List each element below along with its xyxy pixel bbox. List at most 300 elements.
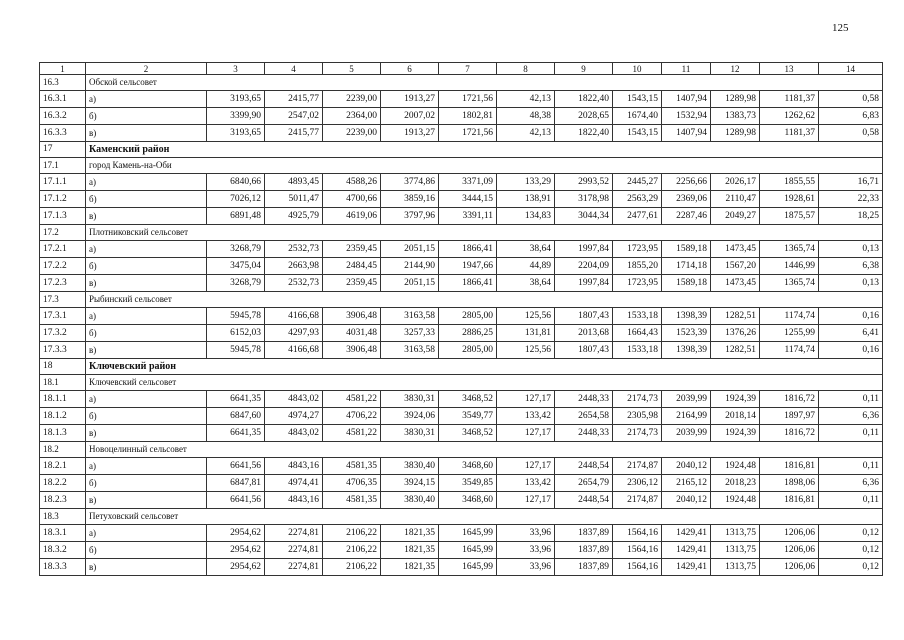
value-cell: 2256,66 — [662, 174, 711, 191]
value-cell: 4581,35 — [323, 492, 381, 509]
section-title: город Камень-на-Оби — [86, 158, 883, 174]
value-cell: 2448,54 — [555, 458, 613, 475]
value-cell: 4588,26 — [323, 174, 381, 191]
value-cell: 1816,81 — [760, 492, 819, 509]
row-label: а) — [86, 458, 207, 475]
section-row — [40, 75, 883, 91]
table-row — [40, 325, 883, 342]
value-cell: 6847,81 — [207, 475, 265, 492]
value-cell: 2018,14 — [711, 408, 760, 425]
value-cell: 0,12 — [819, 559, 883, 576]
value-cell: 1866,41 — [439, 275, 497, 292]
value-cell: 2654,58 — [555, 408, 613, 425]
section-title: Новоцелинный сельсовет — [86, 442, 883, 458]
value-cell: 3830,40 — [381, 492, 439, 509]
value-cell: 3774,86 — [381, 174, 439, 191]
value-cell: 6152,03 — [207, 325, 265, 342]
value-cell: 1837,89 — [555, 525, 613, 542]
value-cell: 6,83 — [819, 108, 883, 125]
column-header: 5 — [323, 63, 381, 75]
value-cell: 0,16 — [819, 308, 883, 325]
value-cell: 0,12 — [819, 542, 883, 559]
value-cell: 3163,58 — [381, 308, 439, 325]
section-row — [40, 375, 883, 391]
value-cell: 0,11 — [819, 458, 883, 475]
value-cell: 1723,95 — [613, 275, 662, 292]
row-code: 16.3.1 — [40, 91, 86, 108]
row-label: б) — [86, 325, 207, 342]
value-cell: 1289,98 — [711, 91, 760, 108]
value-cell: 1816,72 — [760, 391, 819, 408]
value-cell: 2239,00 — [323, 91, 381, 108]
value-cell: 3044,34 — [555, 208, 613, 225]
value-cell: 1802,81 — [439, 108, 497, 125]
value-cell: 1255,99 — [760, 325, 819, 342]
table-row — [40, 125, 883, 142]
value-cell: 2018,23 — [711, 475, 760, 492]
row-code: 18.2.2 — [40, 475, 86, 492]
value-cell: 4893,45 — [265, 174, 323, 191]
value-cell: 2039,99 — [662, 391, 711, 408]
section-title: Каменский район — [86, 142, 883, 158]
value-cell: 2204,09 — [555, 258, 613, 275]
value-cell: 1446,99 — [760, 258, 819, 275]
value-cell: 133,42 — [497, 475, 555, 492]
row-label: в) — [86, 342, 207, 359]
column-header: 12 — [711, 63, 760, 75]
value-cell: 5011,47 — [265, 191, 323, 208]
tariff-table — [39, 62, 883, 576]
value-cell: 2306,12 — [613, 475, 662, 492]
value-cell: 1723,95 — [613, 241, 662, 258]
value-cell: 2274,81 — [265, 525, 323, 542]
value-cell: 3468,52 — [439, 425, 497, 442]
value-cell: 2164,99 — [662, 408, 711, 425]
value-cell: 2165,12 — [662, 475, 711, 492]
row-label: б) — [86, 191, 207, 208]
value-cell: 1429,41 — [662, 525, 711, 542]
value-cell: 2886,25 — [439, 325, 497, 342]
column-header: 9 — [555, 63, 613, 75]
column-header: 1 — [40, 63, 86, 75]
value-cell: 1807,43 — [555, 308, 613, 325]
value-cell: 1821,35 — [381, 559, 439, 576]
value-cell: 1821,35 — [381, 542, 439, 559]
value-cell: 1543,15 — [613, 91, 662, 108]
value-cell: 1822,40 — [555, 91, 613, 108]
table-row — [40, 408, 883, 425]
value-cell: 1543,15 — [613, 125, 662, 142]
row-label: в) — [86, 125, 207, 142]
value-cell: 3193,65 — [207, 91, 265, 108]
row-code: 17.2.3 — [40, 275, 86, 292]
value-cell: 1533,18 — [613, 308, 662, 325]
value-cell: 1924,39 — [711, 391, 760, 408]
section-title: Обской сельсовет — [86, 75, 883, 91]
page-number: 125 — [832, 22, 849, 34]
column-header: 7 — [439, 63, 497, 75]
column-header: 2 — [86, 63, 207, 75]
row-code: 18.1.1 — [40, 391, 86, 408]
value-cell: 1997,84 — [555, 275, 613, 292]
value-cell: 4166,68 — [265, 342, 323, 359]
value-cell: 1383,73 — [711, 108, 760, 125]
value-cell: 0,11 — [819, 492, 883, 509]
value-cell: 1174,74 — [760, 342, 819, 359]
value-cell: 3193,65 — [207, 125, 265, 142]
value-cell: 1174,74 — [760, 308, 819, 325]
value-cell: 6840,66 — [207, 174, 265, 191]
value-cell: 2359,45 — [323, 275, 381, 292]
value-cell: 4843,16 — [265, 492, 323, 509]
column-header: 8 — [497, 63, 555, 75]
section-row — [40, 142, 883, 158]
value-cell: 2448,33 — [555, 391, 613, 408]
row-label: б) — [86, 475, 207, 492]
table-row — [40, 174, 883, 191]
value-cell: 2110,47 — [711, 191, 760, 208]
value-cell: 3924,06 — [381, 408, 439, 425]
value-cell: 2954,62 — [207, 542, 265, 559]
value-cell: 1181,37 — [760, 125, 819, 142]
section-row — [40, 225, 883, 241]
value-cell: 3178,98 — [555, 191, 613, 208]
value-cell: 1913,27 — [381, 91, 439, 108]
value-cell: 1928,61 — [760, 191, 819, 208]
row-code: 17.3.2 — [40, 325, 86, 342]
value-cell: 3268,79 — [207, 275, 265, 292]
value-cell: 1564,16 — [613, 525, 662, 542]
value-cell: 1714,18 — [662, 258, 711, 275]
value-cell: 1855,20 — [613, 258, 662, 275]
value-cell: 2547,02 — [265, 108, 323, 125]
value-cell: 2026,17 — [711, 174, 760, 191]
value-cell: 2013,68 — [555, 325, 613, 342]
value-cell: 1473,45 — [711, 275, 760, 292]
row-code: 17.2.2 — [40, 258, 86, 275]
value-cell: 2805,00 — [439, 342, 497, 359]
row-label: а) — [86, 391, 207, 408]
value-cell: 125,56 — [497, 342, 555, 359]
value-cell: 1365,74 — [760, 241, 819, 258]
value-cell: 6641,56 — [207, 458, 265, 475]
row-code: 18.2 — [40, 442, 86, 458]
table-row — [40, 342, 883, 359]
row-code: 18.3 — [40, 509, 86, 525]
value-cell: 1365,74 — [760, 275, 819, 292]
value-cell: 2954,62 — [207, 525, 265, 542]
value-cell: 5945,78 — [207, 342, 265, 359]
value-cell: 4706,35 — [323, 475, 381, 492]
row-label: в) — [86, 275, 207, 292]
row-label: а) — [86, 308, 207, 325]
value-cell: 1924,48 — [711, 458, 760, 475]
section-row — [40, 442, 883, 458]
value-cell: 3475,04 — [207, 258, 265, 275]
value-cell: 3468,60 — [439, 492, 497, 509]
row-label: в) — [86, 208, 207, 225]
value-cell: 1589,18 — [662, 241, 711, 258]
value-cell: 1866,41 — [439, 241, 497, 258]
value-cell: 2174,73 — [613, 425, 662, 442]
value-cell: 1407,94 — [662, 125, 711, 142]
value-cell: 2039,99 — [662, 425, 711, 442]
value-cell: 1645,99 — [439, 542, 497, 559]
value-cell: 1721,56 — [439, 125, 497, 142]
value-cell: 127,17 — [497, 458, 555, 475]
value-cell: 2239,00 — [323, 125, 381, 142]
value-cell: 2364,00 — [323, 108, 381, 125]
value-cell: 2007,02 — [381, 108, 439, 125]
table-row — [40, 525, 883, 542]
value-cell: 3391,11 — [439, 208, 497, 225]
value-cell: 1875,57 — [760, 208, 819, 225]
value-cell: 1897,97 — [760, 408, 819, 425]
row-code: 18.3.3 — [40, 559, 86, 576]
value-cell: 1376,26 — [711, 325, 760, 342]
value-cell: 2484,45 — [323, 258, 381, 275]
row-code: 17.1.1 — [40, 174, 86, 191]
column-header: 6 — [381, 63, 439, 75]
section-title: Плотниковский сельсовет — [86, 225, 883, 241]
value-cell: 1523,39 — [662, 325, 711, 342]
value-cell: 6847,60 — [207, 408, 265, 425]
row-label: в) — [86, 425, 207, 442]
row-label: а) — [86, 91, 207, 108]
value-cell: 2532,73 — [265, 241, 323, 258]
value-cell: 0,11 — [819, 391, 883, 408]
value-cell: 3797,96 — [381, 208, 439, 225]
table-row — [40, 425, 883, 442]
value-cell: 133,42 — [497, 408, 555, 425]
column-header: 10 — [613, 63, 662, 75]
value-cell: 2051,15 — [381, 241, 439, 258]
table-row — [40, 308, 883, 325]
value-cell: 0,58 — [819, 125, 883, 142]
table-row — [40, 91, 883, 108]
value-cell: 2287,46 — [662, 208, 711, 225]
value-cell: 2174,73 — [613, 391, 662, 408]
value-cell: 4031,48 — [323, 325, 381, 342]
value-cell: 4843,02 — [265, 425, 323, 442]
table-row — [40, 275, 883, 292]
value-cell: 6,36 — [819, 475, 883, 492]
value-cell: 1721,56 — [439, 91, 497, 108]
value-cell: 4297,93 — [265, 325, 323, 342]
value-cell: 1855,55 — [760, 174, 819, 191]
value-cell: 2174,87 — [613, 492, 662, 509]
value-cell: 2040,12 — [662, 492, 711, 509]
value-cell: 6891,48 — [207, 208, 265, 225]
value-cell: 1473,45 — [711, 241, 760, 258]
row-label: б) — [86, 258, 207, 275]
value-cell: 1816,72 — [760, 425, 819, 442]
value-cell: 2028,65 — [555, 108, 613, 125]
row-label: а) — [86, 241, 207, 258]
value-cell: 2274,81 — [265, 559, 323, 576]
value-cell: 2106,22 — [323, 525, 381, 542]
value-cell: 3859,16 — [381, 191, 439, 208]
table-row — [40, 475, 883, 492]
row-code: 18.3.2 — [40, 542, 86, 559]
value-cell: 18,25 — [819, 208, 883, 225]
section-title: Ключевский район — [86, 359, 883, 375]
value-cell: 1313,75 — [711, 525, 760, 542]
table-row — [40, 208, 883, 225]
value-cell: 3906,48 — [323, 342, 381, 359]
value-cell: 3830,31 — [381, 425, 439, 442]
value-cell: 33,96 — [497, 559, 555, 576]
column-header: 14 — [819, 63, 883, 75]
value-cell: 6641,35 — [207, 391, 265, 408]
value-cell: 2274,81 — [265, 542, 323, 559]
value-cell: 4843,16 — [265, 458, 323, 475]
value-cell: 127,17 — [497, 391, 555, 408]
value-cell: 3163,58 — [381, 342, 439, 359]
table-row — [40, 241, 883, 258]
value-cell: 2448,33 — [555, 425, 613, 442]
value-cell: 1206,06 — [760, 542, 819, 559]
value-cell: 2305,98 — [613, 408, 662, 425]
value-cell: 0,13 — [819, 275, 883, 292]
value-cell: 1947,66 — [439, 258, 497, 275]
value-cell: 1913,27 — [381, 125, 439, 142]
value-cell: 4974,27 — [265, 408, 323, 425]
row-label: а) — [86, 525, 207, 542]
row-code: 16.3.3 — [40, 125, 86, 142]
column-number-row — [40, 63, 883, 75]
value-cell: 1997,84 — [555, 241, 613, 258]
value-cell: 42,13 — [497, 125, 555, 142]
value-cell: 2448,54 — [555, 492, 613, 509]
value-cell: 7026,12 — [207, 191, 265, 208]
value-cell: 3830,31 — [381, 391, 439, 408]
row-code: 18.1 — [40, 375, 86, 391]
value-cell: 1398,39 — [662, 308, 711, 325]
table-row — [40, 391, 883, 408]
row-code: 18.2.1 — [40, 458, 86, 475]
value-cell: 1206,06 — [760, 525, 819, 542]
value-cell: 3549,77 — [439, 408, 497, 425]
value-cell: 1821,35 — [381, 525, 439, 542]
value-cell: 127,17 — [497, 425, 555, 442]
value-cell: 2993,52 — [555, 174, 613, 191]
value-cell: 1924,39 — [711, 425, 760, 442]
row-code: 16.3.2 — [40, 108, 86, 125]
table-body — [40, 63, 883, 576]
value-cell: 1532,94 — [662, 108, 711, 125]
value-cell: 1313,75 — [711, 559, 760, 576]
value-cell: 0,58 — [819, 91, 883, 108]
value-cell: 4706,22 — [323, 408, 381, 425]
value-cell: 0,11 — [819, 425, 883, 442]
table-row — [40, 559, 883, 576]
value-cell: 2954,62 — [207, 559, 265, 576]
value-cell: 125,56 — [497, 308, 555, 325]
row-code: 18.2.3 — [40, 492, 86, 509]
section-row — [40, 359, 883, 375]
table-row — [40, 542, 883, 559]
value-cell: 3924,15 — [381, 475, 439, 492]
section-row — [40, 292, 883, 308]
value-cell: 22,33 — [819, 191, 883, 208]
row-code: 18 — [40, 359, 86, 375]
value-cell: 4619,06 — [323, 208, 381, 225]
value-cell: 1564,16 — [613, 559, 662, 576]
value-cell: 1206,06 — [760, 559, 819, 576]
row-code: 17.1.3 — [40, 208, 86, 225]
table-row — [40, 108, 883, 125]
value-cell: 133,29 — [497, 174, 555, 191]
column-header: 3 — [207, 63, 265, 75]
value-cell: 4166,68 — [265, 308, 323, 325]
value-cell: 1262,62 — [760, 108, 819, 125]
table-row — [40, 492, 883, 509]
row-label: б) — [86, 542, 207, 559]
value-cell: 6641,56 — [207, 492, 265, 509]
value-cell: 1289,98 — [711, 125, 760, 142]
value-cell: 1533,18 — [613, 342, 662, 359]
value-cell: 2805,00 — [439, 308, 497, 325]
value-cell: 4581,35 — [323, 458, 381, 475]
row-code: 17.3.3 — [40, 342, 86, 359]
value-cell: 2415,77 — [265, 125, 323, 142]
row-label: в) — [86, 492, 207, 509]
table-row — [40, 458, 883, 475]
value-cell: 6,36 — [819, 408, 883, 425]
value-cell: 1837,89 — [555, 559, 613, 576]
value-cell: 3830,40 — [381, 458, 439, 475]
value-cell: 2040,12 — [662, 458, 711, 475]
value-cell: 1924,48 — [711, 492, 760, 509]
value-cell: 1837,89 — [555, 542, 613, 559]
row-code: 17 — [40, 142, 86, 158]
value-cell: 2477,61 — [613, 208, 662, 225]
value-cell: 1645,99 — [439, 525, 497, 542]
value-cell: 3268,79 — [207, 241, 265, 258]
row-code: 17.2.1 — [40, 241, 86, 258]
value-cell: 4581,22 — [323, 425, 381, 442]
value-cell: 38,64 — [497, 241, 555, 258]
value-cell: 1567,20 — [711, 258, 760, 275]
row-label: а) — [86, 174, 207, 191]
value-cell: 1807,43 — [555, 342, 613, 359]
value-cell: 2663,98 — [265, 258, 323, 275]
value-cell: 3257,33 — [381, 325, 439, 342]
value-cell: 3468,60 — [439, 458, 497, 475]
value-cell: 127,17 — [497, 492, 555, 509]
row-label: б) — [86, 408, 207, 425]
value-cell: 1282,51 — [711, 342, 760, 359]
value-cell: 3549,85 — [439, 475, 497, 492]
value-cell: 4581,22 — [323, 391, 381, 408]
value-cell: 6,41 — [819, 325, 883, 342]
column-header: 4 — [265, 63, 323, 75]
value-cell: 4925,79 — [265, 208, 323, 225]
value-cell: 1181,37 — [760, 91, 819, 108]
value-cell: 3399,90 — [207, 108, 265, 125]
section-row — [40, 158, 883, 174]
column-header: 11 — [662, 63, 711, 75]
value-cell: 2049,27 — [711, 208, 760, 225]
column-header: 13 — [760, 63, 819, 75]
value-cell: 1407,94 — [662, 91, 711, 108]
value-cell: 48,38 — [497, 108, 555, 125]
value-cell: 42,13 — [497, 91, 555, 108]
value-cell: 0,16 — [819, 342, 883, 359]
row-code: 17.3 — [40, 292, 86, 308]
row-code: 16.3 — [40, 75, 86, 91]
